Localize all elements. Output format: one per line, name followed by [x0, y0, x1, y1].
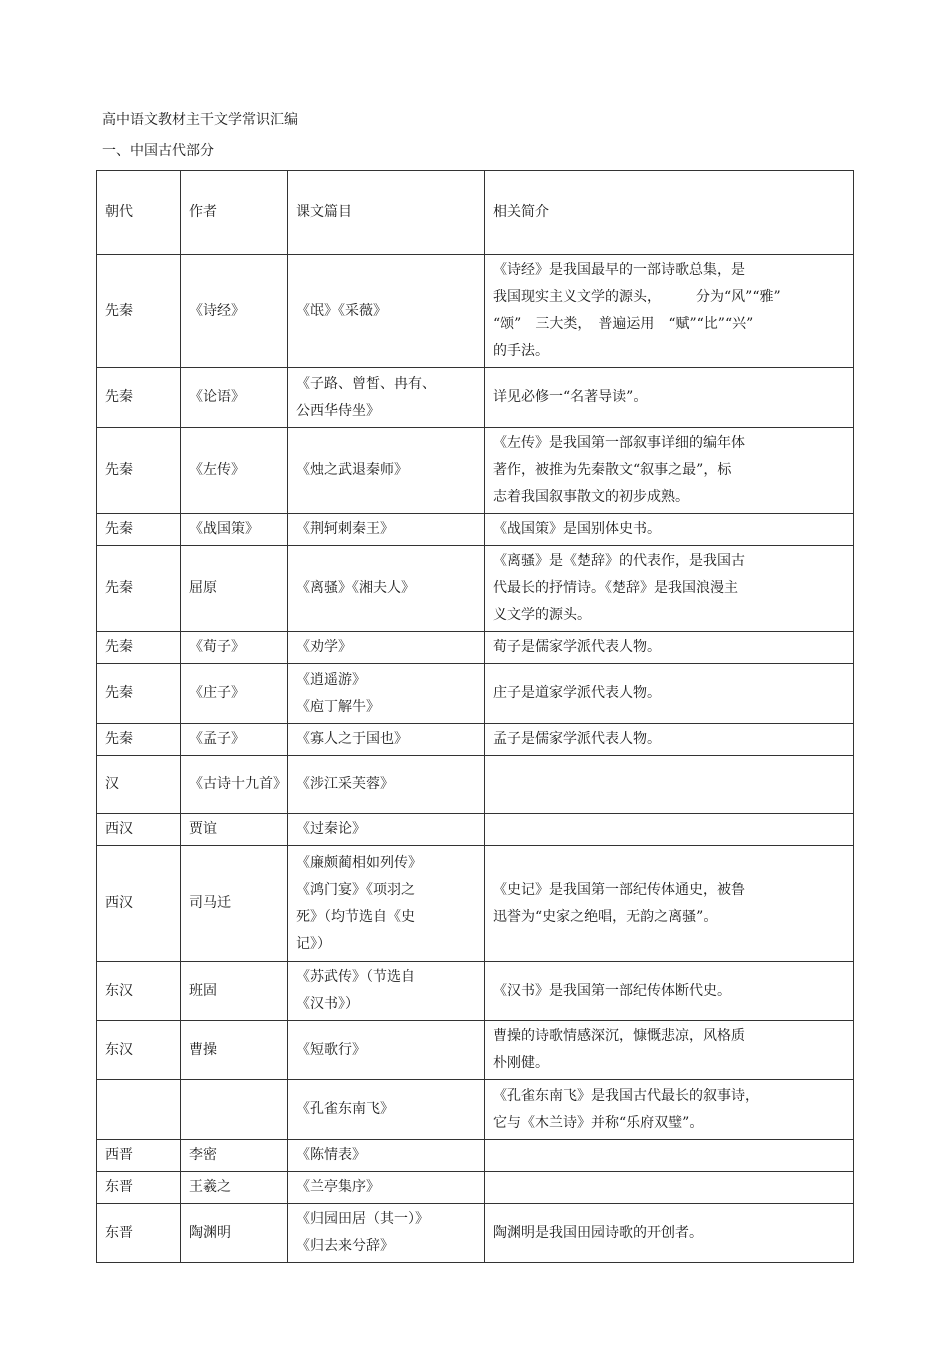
intro-line: 详见必修一“名著导读”。 — [493, 389, 648, 405]
intro-line: 曹操的诗歌情感深沉，慷慨悲凉，风格质 — [493, 1028, 745, 1044]
cell-intro — [485, 1140, 854, 1172]
intro-line: 陶渊明是我国田园诗歌的开创者。 — [493, 1224, 703, 1241]
cell-intro — [485, 255, 854, 368]
intro-line: 我国现实主义文学的源头， 分为“风”“雅” — [493, 289, 781, 305]
table-row — [97, 664, 854, 724]
cell-intro — [485, 1172, 854, 1204]
cell-dynasty: 东汉 — [97, 962, 181, 1021]
intro-line: 《离骚》是《楚辞》的代表作，是我国古 — [493, 553, 745, 569]
cell-works — [288, 255, 485, 368]
works-line: 《寡人之于国也》 — [296, 731, 408, 747]
cell-works — [288, 1080, 485, 1140]
cell-intro — [485, 724, 854, 756]
cell-intro — [485, 546, 854, 632]
intro-line: 《史记》是我国第一部纪传体通史，被鲁 — [493, 881, 745, 898]
table-row — [97, 724, 854, 756]
cell-author: 陶渊明 — [181, 1204, 288, 1263]
cell-author: 司马迁 — [181, 846, 288, 962]
cell-dynasty: 西晋 — [97, 1140, 181, 1172]
table-row — [97, 1140, 854, 1172]
cell-dynasty: 先秦 — [97, 632, 181, 664]
table-row — [97, 546, 854, 632]
cell-intro — [485, 962, 854, 1021]
works-line: 《短歌行》 — [296, 1041, 366, 1058]
works-line: 《逍遥游》 — [296, 671, 366, 688]
works-line: 公西华侍坐》 — [296, 402, 380, 419]
cell-works — [288, 514, 485, 546]
cell-works — [288, 546, 485, 632]
cell-dynasty: 先秦 — [97, 546, 181, 632]
table-row — [97, 632, 854, 664]
cell-works — [288, 1172, 485, 1204]
cell-author: 《古诗十九首》 — [181, 756, 288, 814]
header-author: 作者 — [181, 171, 288, 255]
cell-intro — [485, 1021, 854, 1080]
cell-works — [288, 846, 485, 962]
intro-line: 迅誉为“史家之绝唱，无韵之离骚”。 — [493, 908, 718, 925]
cell-intro — [485, 664, 854, 724]
table-row — [97, 1021, 854, 1080]
intro-line: 义文学的源头。 — [493, 607, 591, 623]
table-row — [97, 756, 854, 814]
cell-dynasty: 先秦 — [97, 514, 181, 546]
table-row — [97, 962, 854, 1021]
cell-dynasty: 先秦 — [97, 428, 181, 514]
cell-author: 《荀子》 — [181, 632, 288, 664]
cell-author: 屈原 — [181, 546, 288, 632]
cell-dynasty: 先秦 — [97, 724, 181, 756]
table-row — [97, 368, 854, 428]
cell-author: 《战国策》 — [181, 514, 288, 546]
cell-works — [288, 1140, 485, 1172]
cell-intro — [485, 756, 854, 814]
table-row — [97, 1172, 854, 1204]
works-line: 《庖丁解牛》 — [296, 698, 380, 715]
cell-works — [288, 724, 485, 756]
intro-line: 朴刚健。 — [493, 1055, 549, 1071]
cell-author: 班固 — [181, 962, 288, 1021]
table-header-row — [97, 171, 854, 255]
cell-author — [181, 1080, 288, 1140]
cell-works — [288, 632, 485, 664]
cell-dynasty: 先秦 — [97, 368, 181, 428]
works-line: 《过秦论》 — [296, 821, 366, 837]
cell-author: 曹操 — [181, 1021, 288, 1080]
cell-intro — [485, 514, 854, 546]
works-line: 《烛之武退秦师》 — [296, 462, 408, 478]
table-row — [97, 255, 854, 368]
header-dynasty: 朝代 — [97, 171, 181, 255]
cell-author: 《论语》 — [181, 368, 288, 428]
cell-dynasty: 东晋 — [97, 1204, 181, 1263]
intro-line: 庄子是道家学派代表人物。 — [493, 685, 661, 701]
table-row — [97, 1080, 854, 1140]
intro-line: 孟子是儒家学派代表人物。 — [493, 731, 661, 747]
cell-dynasty: 汉 — [97, 756, 181, 814]
intro-line: 的手法。 — [493, 343, 549, 359]
cell-works — [288, 368, 485, 428]
intro-line: 它与《木兰诗》并称“乐府双璧”。 — [493, 1114, 704, 1131]
cell-dynasty: 东晋 — [97, 1172, 181, 1204]
intro-line: 代最长的抒情诗。《楚辞》是我国浪漫主 — [493, 580, 738, 596]
cell-author: 《庄子》 — [181, 664, 288, 724]
table-body — [97, 255, 854, 1263]
works-line: 《劝学》 — [296, 639, 352, 655]
cell-intro — [485, 428, 854, 514]
cell-author: 《诗经》 — [181, 255, 288, 368]
cell-dynasty: 先秦 — [97, 255, 181, 368]
cell-author: 李密 — [181, 1140, 288, 1172]
header-works: 课文篇目 — [288, 171, 485, 255]
works-line: 记》） — [296, 935, 331, 952]
intro-line: 《诗经》是我国最早的一部诗歌总集，是 — [493, 262, 745, 278]
cell-works — [288, 1204, 485, 1263]
table-row — [97, 514, 854, 546]
works-line: 《鸿门宴》《项羽之 — [296, 881, 415, 898]
intro-line: 著作，被推为先秦散文“叙事之最”，标 — [493, 462, 732, 478]
cell-works — [288, 814, 485, 846]
works-line: 《荆轲刺秦王》 — [296, 521, 394, 537]
cell-works — [288, 756, 485, 814]
works-line: 《子路、曾皙、冉有、 — [296, 375, 436, 392]
section-heading: 一、中国古代部分 — [102, 143, 214, 159]
intro-line: 荀子是儒家学派代表人物。 — [493, 639, 661, 655]
cell-author: 王羲之 — [181, 1172, 288, 1204]
table-row — [97, 846, 854, 962]
intro-line: 志着我国叙事散文的初步成熟。 — [493, 489, 689, 505]
works-line: 死》（均节选自《史 — [296, 908, 415, 925]
works-line: 《汉书》） — [296, 996, 359, 1012]
works-line: 《氓》《采薇》 — [296, 302, 387, 319]
header-intro: 相关简介 — [485, 171, 854, 255]
cell-dynasty: 东汉 — [97, 1021, 181, 1080]
works-line: 《归去来兮辞》 — [296, 1238, 394, 1254]
cell-author: 《孟子》 — [181, 724, 288, 756]
intro-line: 《战国策》是国别体史书。 — [493, 521, 661, 537]
intro-line: 《左传》是我国第一部叙事详细的编年体 — [493, 435, 745, 451]
cell-intro — [485, 814, 854, 846]
works-line: 《兰亭集序》 — [296, 1179, 380, 1195]
cell-works — [288, 664, 485, 724]
cell-intro — [485, 1204, 854, 1263]
works-line: 《涉江采芙蓉》 — [296, 776, 394, 792]
document-title: 高中语文教材主干文学常识汇编 — [102, 112, 298, 128]
table-row — [97, 1204, 854, 1263]
works-line: 《廉颇蔺相如列传》 — [296, 854, 422, 871]
works-line: 《离骚》《湘夫人》 — [296, 580, 415, 596]
cell-intro — [485, 368, 854, 428]
table-row — [97, 814, 854, 846]
cell-works — [288, 962, 485, 1021]
cell-intro — [485, 632, 854, 664]
cell-intro — [485, 1080, 854, 1140]
intro-line: “颂” 三大类， 普遍运用 “赋”“比”“兴” — [493, 316, 754, 332]
table-row — [97, 428, 854, 514]
works-line: 《孔雀东南飞》 — [296, 1101, 394, 1117]
cell-dynasty: 先秦 — [97, 664, 181, 724]
cell-author: 《左传》 — [181, 428, 288, 514]
intro-line: 《孔雀东南飞》是我国古代最长的叙事诗， — [493, 1087, 759, 1104]
works-line: 《苏武传》（节选自 — [296, 969, 415, 985]
cell-dynasty: 西汉 — [97, 846, 181, 962]
cell-works — [288, 1021, 485, 1080]
literature-table — [96, 170, 854, 1263]
cell-dynasty: 西汉 — [97, 814, 181, 846]
cell-dynasty — [97, 1080, 181, 1140]
cell-intro — [485, 846, 854, 962]
cell-works — [288, 428, 485, 514]
works-line: 《归园田居（其一）》 — [296, 1211, 429, 1227]
works-line: 《陈情表》 — [296, 1147, 366, 1163]
cell-author: 贾谊 — [181, 814, 288, 846]
intro-line: 《汉书》是我国第一部纪传体断代史。 — [493, 982, 731, 999]
